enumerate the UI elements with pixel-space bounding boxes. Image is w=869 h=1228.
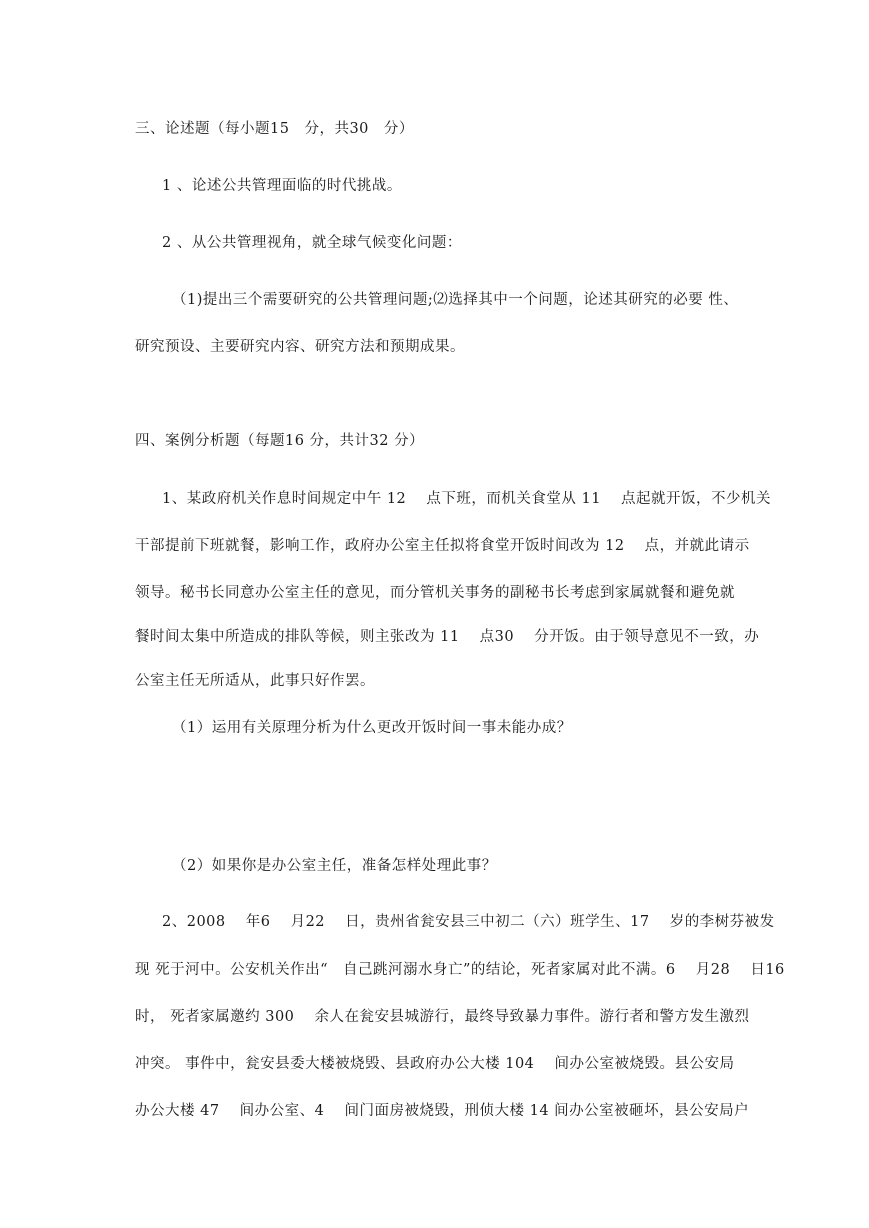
case-1-line-4: 餐时间太集中所造成的排队等候，则主张改为 11 点30 分开饭。由于领导意见不一致，办 bbox=[135, 629, 760, 645]
case-2-line-3: 时， 死者家属邀约 300 余人在瓮安县城游行，最终导致暴力事件。游行者和警方发生激烈 bbox=[135, 1009, 750, 1025]
section-4-heading: 四、案例分析题（每题16 分，共计32 分） bbox=[135, 433, 425, 449]
case-2-line-1: 2、2008 年6 月22 日，贵州省瓮安县三中初二（六）班学生、17 岁的李树芬被发 bbox=[162, 914, 775, 930]
case-2-line-2: 现 死于河中。公安机关作出“ 自己跳河溺水身亡”的结论，死者家属对此不满。6 月28 日16 bbox=[135, 962, 785, 978]
essay-question-2-detail-line-2: 研究预设、主要研究内容、研究方法和预期成果。 bbox=[135, 339, 465, 355]
essay-question-1: 1 、论述公共管理面临的时代挑战。 bbox=[162, 178, 402, 194]
case-1-question-1: （1）运用有关原理分析为什么更改开饭时间一事未能办成？ bbox=[172, 720, 572, 736]
case-1-line-1: 1、某政府机关作息时间规定中午 12 点下班，而机关食堂从 11 点起就开饭，不少机关 bbox=[162, 491, 772, 507]
essay-question-2: 2 、从公共管理视角，就全球气候变化问题： bbox=[162, 235, 462, 251]
essay-question-2-detail-line-1: （1)提出三个需要研究的公共管理问题;⑵选择其中一个问题，论述其研究的必要 性、 bbox=[172, 292, 739, 308]
case-2-line-4: 冲突。 事件中，瓮安县委大楼被烧毁、县政府办公大楼 104 间办公室被烧毁。县公安局 bbox=[135, 1056, 735, 1072]
case-1-line-2: 干部提前下班就餐，影响工作，政府办公室主任拟将食堂开饭时间改为 12 点，并就此请示 bbox=[135, 538, 750, 554]
case-1-question-2: （2）如果你是办公室主任，准备怎样处理此事？ bbox=[172, 858, 497, 874]
case-1-line-3: 领导。秘书长同意办公室主任的意见，而分管机关事务的副秘书长考虑到家属就餐和避免就 bbox=[135, 585, 735, 601]
section-3-heading: 三、论述题（每小题15 分，共30 分） bbox=[135, 121, 414, 137]
case-1-line-5: 公室主任无所适从，此事只好作罢。 bbox=[135, 673, 375, 689]
case-2-line-5: 办公大楼 47 间办公室、4 间门面房被烧毁，刑侦大楼 14 间办公室被砸坏，县公安局户 bbox=[135, 1103, 750, 1119]
